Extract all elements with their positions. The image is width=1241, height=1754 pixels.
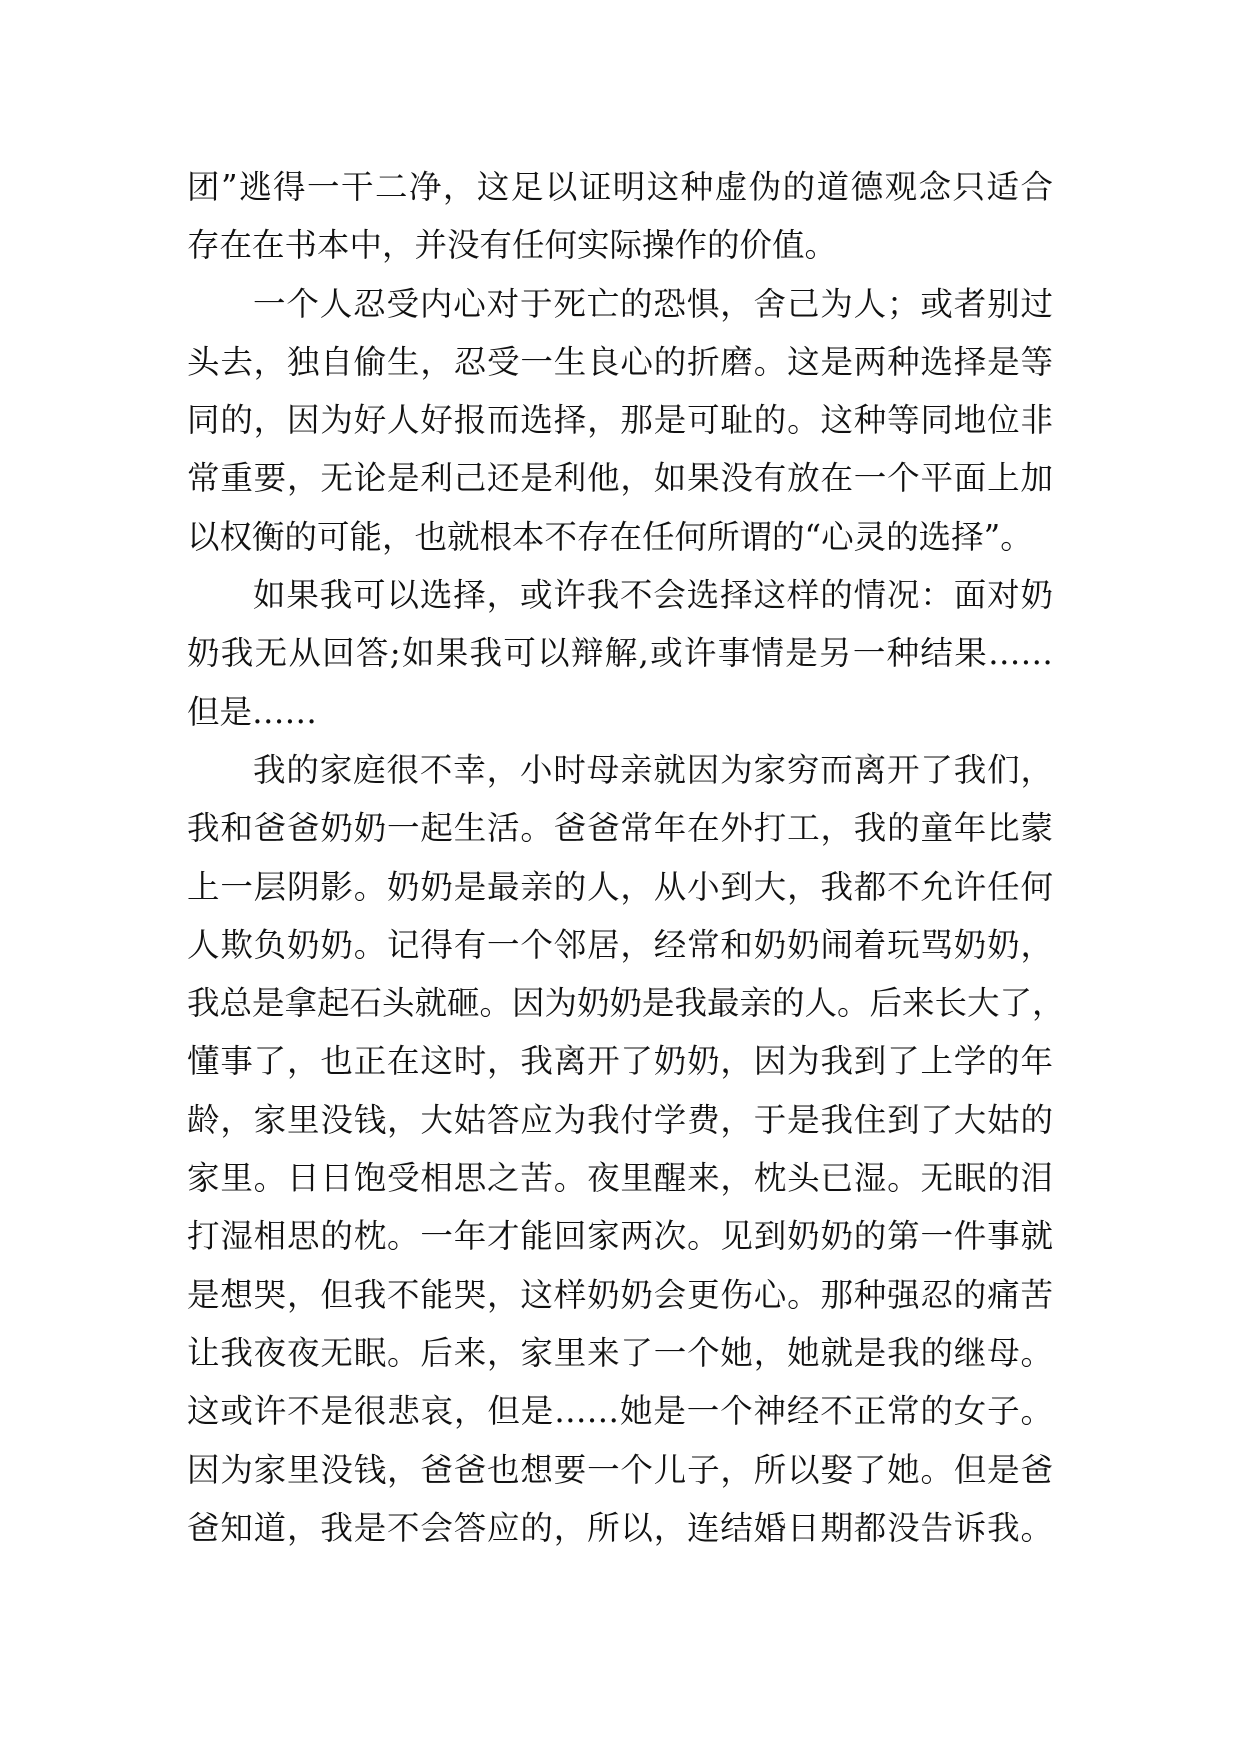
body-text-line: 我总是拿起石头就砸。因为奶奶是我最亲的人。后来长大了，	[187, 984, 1065, 1023]
body-text-line: 人欺负奶奶。记得有一个邻居，经常和奶奶闹着玩骂奶奶，	[187, 925, 1053, 964]
body-text-line: 这或许不是很悲哀，但是……她是一个神经不正常的女子。	[187, 1392, 1053, 1431]
paragraph	[187, 566, 1053, 741]
paragraph	[187, 741, 1065, 1557]
body-text-line: 打湿相思的枕。一年才能回家两次。见到奶奶的第一件事就	[187, 1217, 1053, 1256]
body-text-line: 懂事了，也正在这时，我离开了奶奶，因为我到了上学的年	[187, 1042, 1053, 1081]
body-text-line: 团”逃得一干二净，这足以证明这种虚伪的道德观念只适合	[187, 168, 1053, 206]
body-text-line: 同的，因为好人好报而选择，那是可耻的。这种等同地位非	[187, 401, 1053, 440]
body-text-line: 但是……	[187, 692, 318, 731]
body-text-line: 一个人忍受内心对于死亡的恐惧，舍己为人；或者别过	[253, 284, 1053, 323]
paragraph-continued	[187, 158, 1053, 275]
body-text-line: 头去，独自偷生，忍受一生良心的折磨。这是两种选择是等	[187, 342, 1053, 381]
paragraph	[187, 275, 1053, 566]
body-text-line: 我和爸爸奶奶一起生活。爸爸常年在外打工，我的童年比蒙	[187, 809, 1053, 848]
body-text-line: 我的家庭很不幸，小时母亲就因为家穷而离开了我们，	[253, 750, 1053, 789]
body-text-line: 上一层阴影。奶奶是最亲的人，从小到大，我都不允许任何	[187, 867, 1053, 906]
body-text-line: 爸知道，我是不会答应的，所以，连结婚日期都没告诉我。	[187, 1508, 1053, 1547]
body-text	[187, 158, 1065, 1557]
body-text-line: 让我夜夜无眠。后来，家里来了一个她，她就是我的继母。	[187, 1333, 1053, 1372]
body-text-line: 如果我可以选择，或许我不会选择这样的情况：面对奶	[253, 576, 1053, 615]
body-text-line: 奶我无从回答;如果我可以辩解,或许事情是另一种结果……	[187, 634, 1053, 673]
body-text-line: 因为家里没钱，爸爸也想要一个儿子，所以娶了她。但是爸	[187, 1450, 1053, 1489]
body-text-line: 常重要，无论是利己还是利他，如果没有放在一个平面上加	[187, 459, 1053, 498]
body-text-line: 以权衡的可能，也就根本不存在任何所谓的“心灵的选择”。	[187, 517, 1033, 556]
body-text-line: 龄，家里没钱，大姑答应为我付学费，于是我住到了大姑的	[187, 1100, 1053, 1139]
body-text-line: 家里。日日饱受相思之苦。夜里醒来，枕头已湿。无眠的泪	[187, 1159, 1053, 1198]
body-text-line: 存在在书本中，并没有任何实际操作的价值。	[187, 226, 838, 265]
body-text-line: 是想哭，但我不能哭，这样奶奶会更伤心。那种强忍的痛苦	[187, 1275, 1053, 1314]
